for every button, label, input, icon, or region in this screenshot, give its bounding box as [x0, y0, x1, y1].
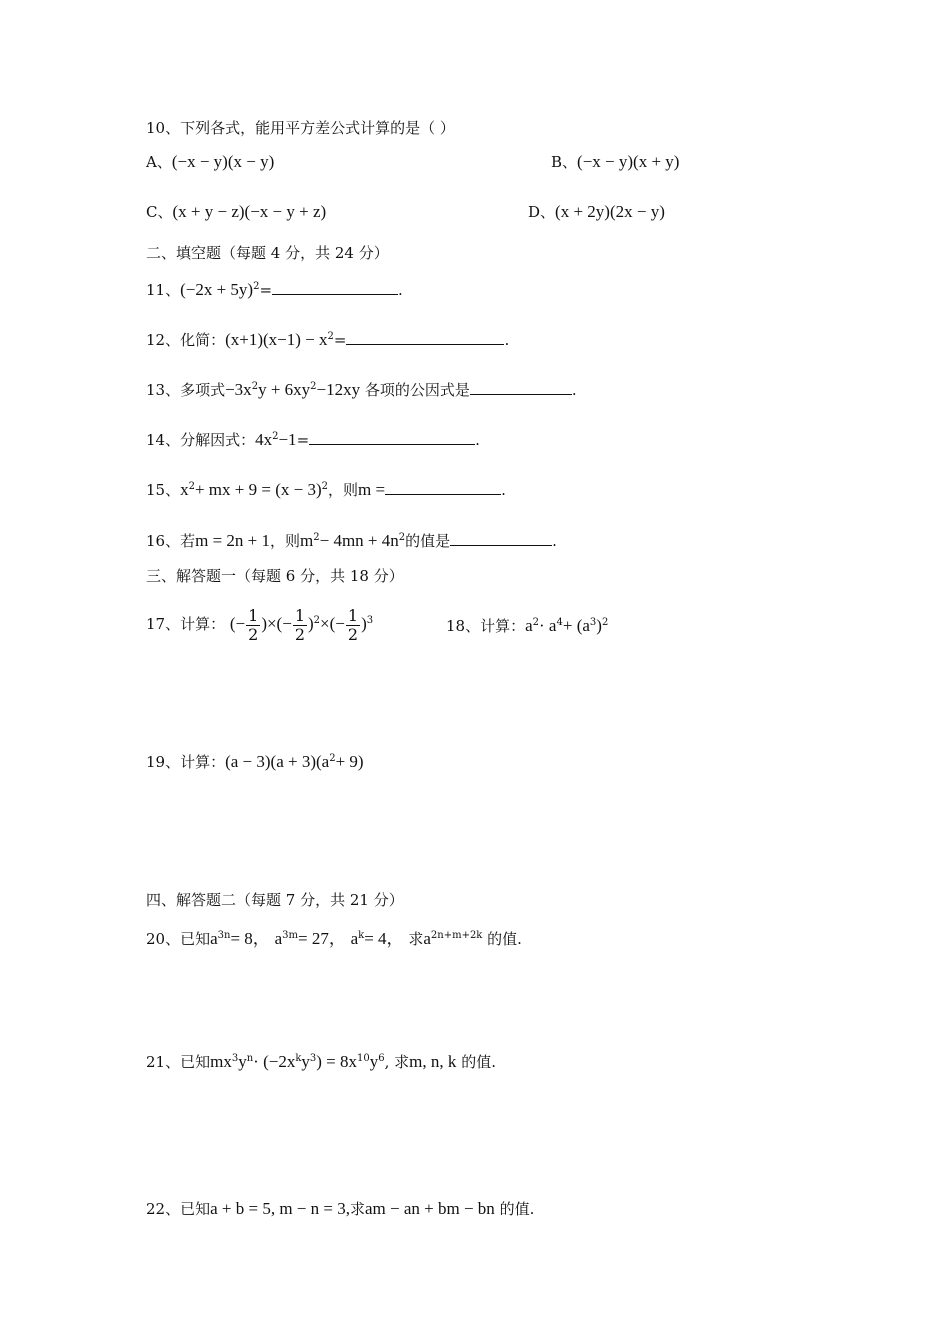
q21-x4: 3: [309, 1053, 317, 1064]
q19: [146, 752, 364, 772]
q11-exponent: 2: [253, 281, 260, 292]
q16-period: .: [552, 532, 557, 550]
q17-fraction-1: $\frac{1}{2}$: [248, 605, 259, 644]
q16-tail2: 的值是: [405, 532, 451, 550]
option-d-expr: (x + 2y)(2x − y): [555, 202, 665, 221]
q21-x5: 10: [357, 1053, 370, 1064]
q18-label: 18、计算：: [446, 617, 526, 635]
option-c-label: C、: [146, 203, 173, 221]
q16-condition: m = 2n + 1: [195, 531, 270, 550]
q20-x4: 2n+m+2k: [430, 930, 483, 941]
q11-label: 11、: [146, 281, 181, 299]
q16-label: 16、若: [146, 532, 196, 550]
q22-expr: am − an + bm − bn: [364, 1199, 495, 1218]
q20-x3: k: [358, 930, 365, 941]
q21-t6: y: [369, 1052, 379, 1071]
q16-term1: m: [300, 531, 314, 550]
section-4-title: 四、解答题二（每题 7 分，共 21 分）: [146, 891, 404, 909]
q21-x2: n: [246, 1053, 254, 1064]
q21: [146, 1052, 496, 1072]
q21-label: 21、已知: [146, 1053, 211, 1071]
q15-term1: x: [180, 480, 189, 499]
q17-exp2: 2: [313, 615, 321, 626]
q17-paren-close-2: ): [308, 614, 314, 633]
q17-times: ×(−: [320, 614, 345, 633]
q13-exp2: 2: [310, 381, 317, 392]
q21-tail: 的值.: [461, 1053, 496, 1071]
option-c-expr: (x + y − z)(−x − y + z): [172, 202, 327, 221]
q20: [146, 929, 522, 949]
q20-a1: a: [210, 929, 218, 948]
q11: [146, 280, 403, 300]
q15-period: .: [501, 481, 506, 499]
q12-label: 12、化简：: [146, 331, 226, 349]
q15-label: 15、: [146, 481, 181, 499]
q21-t5: ) = 8x: [316, 1052, 358, 1071]
q16: [146, 531, 557, 551]
q13-tail: 各项的公因式是: [364, 381, 470, 399]
q15-exp2: 2: [321, 481, 328, 492]
q15-var: m =: [358, 480, 386, 499]
q14-term: 4x: [255, 430, 273, 449]
q17-label: 17、计算：: [146, 615, 226, 633]
q17-exp3: 3: [366, 615, 374, 626]
q22-tail: 的值.: [499, 1200, 535, 1218]
q20-x2: 3m: [282, 930, 298, 941]
q21-x6: 6: [378, 1053, 385, 1064]
q19-exponent: 2: [329, 753, 336, 764]
q22: [146, 1199, 534, 1219]
q11-expr: (−2x + 5y): [180, 280, 254, 299]
q13-term1: −3x: [225, 380, 252, 399]
q12-expr: (x+1)(x−1) − x: [225, 330, 328, 349]
q15-exp1: 2: [188, 481, 195, 492]
q12-equals: =: [333, 331, 347, 349]
option-d-label: D、: [528, 203, 556, 221]
q16-term2: − 4mn + 4n: [319, 531, 399, 550]
q18-x1: 2: [532, 617, 540, 628]
q19-expr2: + 9): [335, 752, 364, 771]
q19-expr: (a − 3)(a + 3)(a: [225, 752, 330, 771]
q13-period: .: [571, 381, 577, 399]
q16-answer-blank[interactable]: [450, 531, 552, 546]
q13-exp1: 2: [251, 381, 259, 392]
option-a-label: A、: [146, 153, 172, 171]
option-b-expr: (−x − y)(x + y): [577, 152, 680, 171]
q14-exponent: 2: [272, 431, 279, 442]
q20-v2: = 27，: [297, 929, 346, 948]
q18-t2: · a: [539, 616, 557, 635]
q11-period: .: [398, 281, 403, 299]
q20-v1: = 8，: [230, 929, 270, 948]
q22-label: 22、已知: [146, 1200, 211, 1218]
q10-option-a: [146, 152, 274, 172]
q10-option-c: [146, 202, 326, 222]
q16-tail1: ，则: [270, 532, 301, 550]
q13-term2: y + 6xy: [258, 380, 311, 399]
q21-t3: · (−2x: [253, 1052, 296, 1071]
q17-paren-close-3: ): [361, 614, 367, 633]
q16-exp1: 2: [313, 532, 320, 543]
q12-exponent: 2: [327, 331, 334, 342]
q17-paren-close-1: )×(−: [261, 614, 292, 633]
section-2-title: 二、填空题（每题 4 分，共 24 分）: [146, 244, 389, 262]
q18-t3: + (a: [562, 616, 590, 635]
q21-t2: y: [238, 1052, 247, 1071]
q20-a3: a: [350, 929, 359, 948]
q20-ask: 求: [408, 930, 424, 948]
q18-x4: 2: [601, 617, 609, 628]
q15-term2: + mx + 9 = (x − 3): [194, 480, 322, 499]
q17: [146, 604, 373, 648]
q17-fraction-2: $\frac{1}{2}$: [294, 605, 305, 644]
q17-paren-open-1: (−: [229, 614, 246, 633]
q18: [446, 616, 608, 636]
q14-answer-blank[interactable]: [309, 430, 475, 445]
q20-a4: a: [423, 929, 431, 948]
q16-exp2: 2: [398, 532, 406, 543]
q20-v3: = 4，: [364, 929, 404, 948]
q14-period: .: [475, 431, 480, 449]
q12-answer-blank[interactable]: [346, 330, 504, 345]
q15-tail: ，则: [328, 481, 359, 499]
q17-fraction-3: $\frac{1}{2}$: [347, 605, 359, 644]
q20-tail: 的值.: [487, 930, 522, 948]
q13-answer-blank[interactable]: [470, 380, 572, 395]
q22-ask: 求: [349, 1200, 365, 1218]
q13-term3: −12xy: [316, 380, 361, 399]
q14-equals: =: [296, 431, 310, 449]
q21-t4: y: [301, 1052, 310, 1071]
q15: [146, 480, 506, 500]
q21-ask: , 求: [384, 1053, 410, 1071]
q12: [146, 330, 509, 350]
q14-label: 14、分解因式：: [146, 431, 256, 449]
q21-x1: 3: [231, 1053, 239, 1064]
q20-x1: 3n: [217, 930, 231, 941]
q10-option-d: [528, 202, 665, 222]
q13-label: 13、多项式: [146, 381, 226, 399]
q11-answer-blank[interactable]: [272, 280, 398, 295]
q19-label: 19、计算：: [146, 753, 226, 771]
q20-label: 20、已知: [146, 930, 211, 948]
option-a-expr: (−x − y)(x − y): [171, 152, 275, 171]
q18-t1: a: [525, 616, 533, 635]
q13: [146, 380, 577, 400]
q15-answer-blank[interactable]: [385, 480, 501, 495]
q10-stem: 10、下列各式，能用平方差公式计算的是（ ）: [146, 119, 455, 137]
q21-t1: mx: [210, 1052, 232, 1071]
q21-x3: k: [295, 1053, 302, 1064]
q12-period: .: [504, 331, 510, 349]
q18-x3: 3: [589, 617, 597, 628]
q22-condition: a + b = 5, m − n = 3,: [210, 1199, 350, 1218]
q18-t4: ): [596, 616, 602, 635]
option-b-label: B、: [551, 153, 578, 171]
q14: [146, 430, 480, 450]
q20-a2: a: [274, 929, 283, 948]
q14-term2: −1: [278, 430, 297, 449]
q11-equals: =: [259, 281, 273, 299]
section-3-title: 三、解答题一（每题 6 分，共 18 分）: [146, 567, 404, 585]
q21-vars: m, n, k: [409, 1052, 457, 1071]
q18-x2: 4: [556, 617, 563, 628]
q10-option-b: [551, 152, 679, 172]
